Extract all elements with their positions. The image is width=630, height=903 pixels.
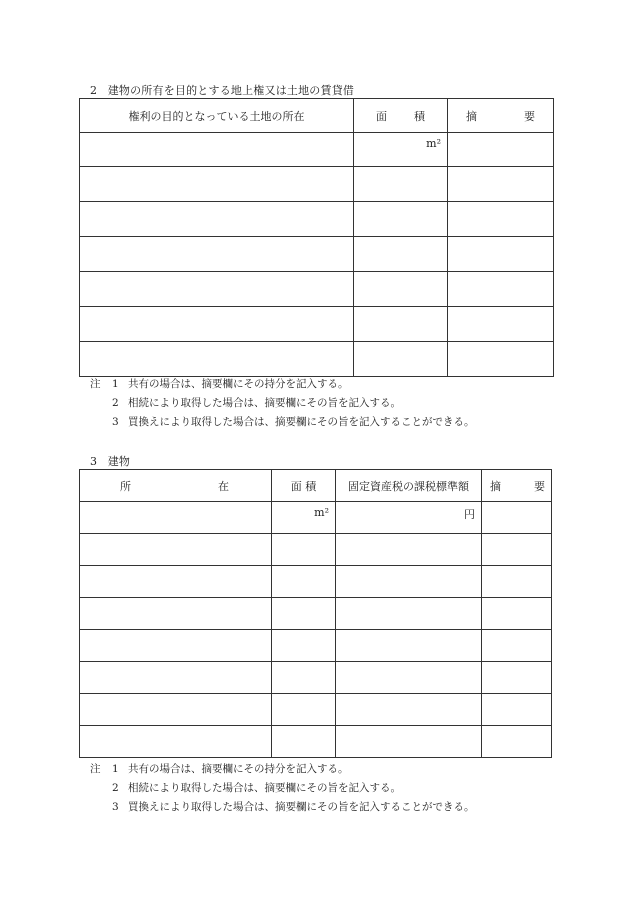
remarks-cell[interactable] — [448, 167, 554, 202]
note-item: 3 買換えにより取得した場合は、摘要欄にその旨を記入することができる。 — [112, 416, 475, 428]
tax-value-cell[interactable] — [336, 502, 482, 534]
notes-label: 注 — [90, 763, 101, 775]
location-cell[interactable] — [80, 662, 272, 694]
header-remarks: 摘 要 — [482, 470, 552, 502]
area-cell[interactable] — [354, 133, 448, 167]
remarks-cell[interactable] — [482, 502, 552, 534]
area-cell[interactable] — [272, 630, 336, 662]
location-cell[interactable] — [80, 598, 272, 630]
tax-value-cell[interactable] — [336, 598, 482, 630]
table-row — [80, 662, 552, 694]
area-cell[interactable] — [272, 502, 336, 534]
header-remarks: 摘 要 — [448, 99, 554, 133]
location-cell[interactable] — [80, 307, 354, 342]
table-row — [80, 630, 552, 662]
note-item: 3 買換えにより取得した場合は、摘要欄にその旨を記入することができる。 — [112, 801, 475, 813]
table-header-row — [80, 99, 554, 133]
table-row — [80, 307, 554, 342]
location-cell[interactable] — [80, 566, 272, 598]
location-cell[interactable] — [80, 167, 354, 202]
area-cell[interactable] — [272, 534, 336, 566]
location-cell[interactable] — [80, 237, 354, 272]
tax-value-cell[interactable] — [336, 726, 482, 758]
table-row — [80, 133, 554, 167]
remarks-cell[interactable] — [482, 534, 552, 566]
table-row — [80, 342, 554, 377]
header-area: 面 積 — [272, 470, 336, 502]
tax-value-cell[interactable] — [336, 566, 482, 598]
area-cell[interactable] — [354, 307, 448, 342]
table-row — [80, 598, 552, 630]
header-location: 権利の目的となっている土地の所在 — [80, 99, 354, 133]
section2-number: 2 — [90, 84, 98, 97]
section3-title: 建物 — [107, 455, 131, 468]
table-row — [80, 237, 554, 272]
section2-title: 建物の所有を目的とする地上権又は土地の賃貸借 — [107, 84, 355, 97]
area-cell[interactable] — [354, 272, 448, 307]
area-cell[interactable] — [272, 598, 336, 630]
area-cell[interactable] — [354, 342, 448, 377]
table-row — [80, 272, 554, 307]
location-cell[interactable] — [80, 534, 272, 566]
remarks-cell[interactable] — [448, 342, 554, 377]
location-cell[interactable] — [80, 133, 354, 167]
location-cell[interactable] — [80, 630, 272, 662]
area-cell[interactable] — [272, 694, 336, 726]
location-cell[interactable] — [80, 272, 354, 307]
remarks-cell[interactable] — [448, 307, 554, 342]
remarks-cell[interactable] — [482, 726, 552, 758]
section3-number: 3 — [90, 455, 98, 468]
buildings-table — [79, 469, 552, 758]
remarks-cell[interactable] — [448, 202, 554, 237]
area-cell[interactable] — [272, 662, 336, 694]
location-cell[interactable] — [80, 502, 272, 534]
area-cell[interactable] — [354, 167, 448, 202]
note-item: 2 相続により取得した場合は、摘要欄にその旨を記入する。 — [112, 397, 401, 409]
table-row — [80, 566, 552, 598]
header-location: 所 在 — [80, 470, 272, 502]
area-cell[interactable] — [354, 202, 448, 237]
remarks-cell[interactable] — [482, 630, 552, 662]
notes-label: 注 — [90, 378, 101, 390]
note-item: 2 相続により取得した場合は、摘要欄にその旨を記入する。 — [112, 782, 401, 794]
location-cell[interactable] — [80, 342, 354, 377]
tax-value-cell[interactable] — [336, 662, 482, 694]
yen-unit: 円 — [464, 508, 475, 521]
table-row — [80, 726, 552, 758]
table-row — [80, 202, 554, 237]
area-unit: m² — [314, 506, 329, 519]
table-row — [80, 534, 552, 566]
location-cell[interactable] — [80, 726, 272, 758]
area-cell[interactable] — [354, 237, 448, 272]
remarks-cell[interactable] — [482, 694, 552, 726]
note-item: 注 1 共有の場合は、摘要欄にその持分を記入する。 — [90, 760, 475, 779]
table-row — [80, 502, 552, 534]
table-row — [80, 167, 554, 202]
note-item: 注 1 共有の場合は、摘要欄にその持分を記入する。 — [90, 375, 475, 394]
remarks-cell[interactable] — [448, 272, 554, 307]
header-area: 面 積 — [354, 99, 448, 133]
section2-heading — [90, 82, 354, 98]
location-cell[interactable] — [80, 694, 272, 726]
area-unit: m² — [426, 137, 441, 150]
remarks-cell[interactable] — [448, 237, 554, 272]
tax-value-cell[interactable] — [336, 694, 482, 726]
header-tax-value: 固定資産税の課税標準額 — [336, 470, 482, 502]
area-cell[interactable] — [272, 726, 336, 758]
table-header-row — [80, 470, 552, 502]
tax-value-cell[interactable] — [336, 534, 482, 566]
land-rights-table — [79, 98, 554, 377]
remarks-cell[interactable] — [482, 598, 552, 630]
section3-notes — [90, 760, 475, 817]
remarks-cell[interactable] — [448, 133, 554, 167]
remarks-cell[interactable] — [482, 566, 552, 598]
tax-value-cell[interactable] — [336, 630, 482, 662]
location-cell[interactable] — [80, 202, 354, 237]
area-cell[interactable] — [272, 566, 336, 598]
remarks-cell[interactable] — [482, 662, 552, 694]
table-row — [80, 694, 552, 726]
section2-notes — [90, 375, 475, 432]
section3-heading — [90, 453, 130, 469]
